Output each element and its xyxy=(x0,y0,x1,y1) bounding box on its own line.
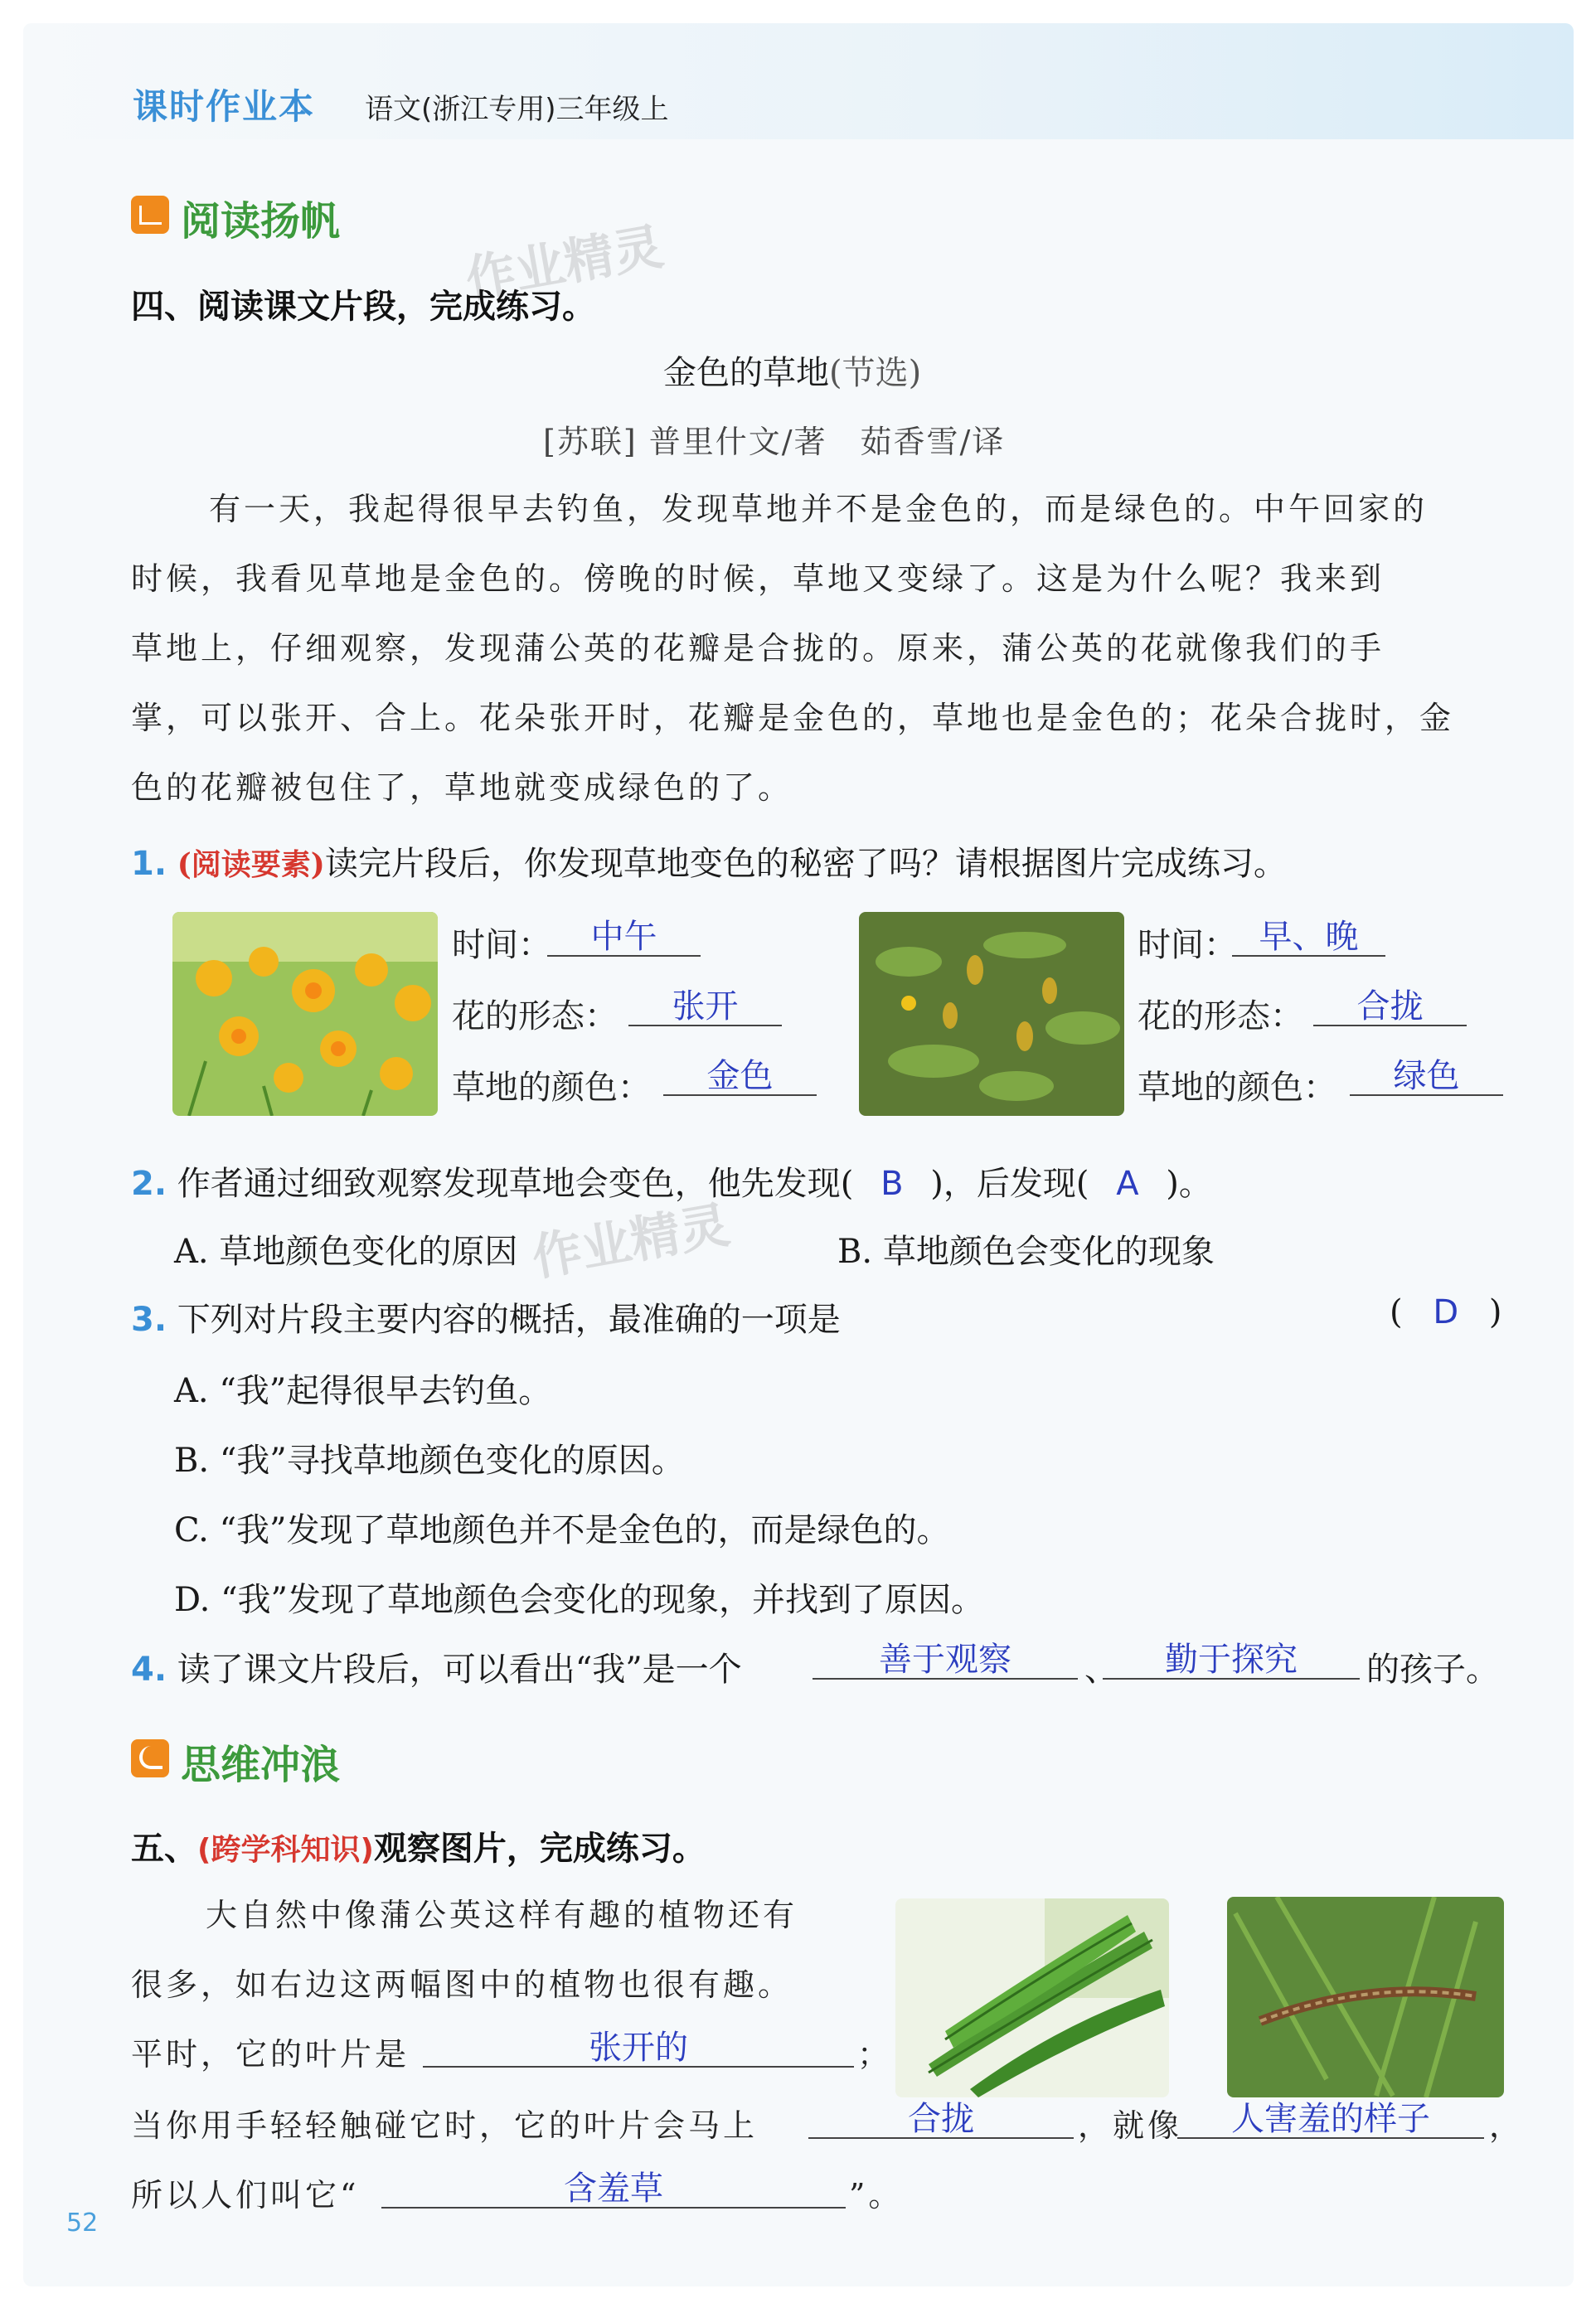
item-4-prompt xyxy=(131,1643,742,1690)
item-2-option-b: B. 草地颜色会变化的现象 xyxy=(837,1233,1215,1271)
q5-line-4-text: 当你用手轻轻触碰它时，它的叶片会马上 xyxy=(131,2107,759,2144)
right-form-answer[interactable]: 合拢 xyxy=(1313,988,1467,1026)
q5-like-answer[interactable]: 人害羞的样子 xyxy=(1177,2101,1484,2139)
item-1-tag: (阅读要素) xyxy=(177,847,325,882)
item-4-answer-2[interactable]: 勤于探究 xyxy=(1103,1641,1360,1680)
item-3-option-b: B. “我”寻找草地颜色变化的原因。 xyxy=(174,1442,685,1480)
thinking-section-icon xyxy=(131,1739,169,1777)
item-2-answer-2[interactable]: A xyxy=(1116,1165,1139,1203)
question-4-heading: 四、阅读课文片段，完成练习。 xyxy=(131,288,595,326)
right-color-label: 草地的颜色： xyxy=(1138,1069,1336,1107)
photo-mimosa-leaf-open xyxy=(895,1898,1169,2097)
section-title-reading: 阅读扬帆 xyxy=(181,198,341,245)
right-color-answer[interactable]: 绿色 xyxy=(1350,1058,1503,1096)
q5-line-5-end: ”。 xyxy=(849,2177,904,2213)
item-2-text-b: )，后发现( xyxy=(930,1165,1089,1203)
question-5-number: 五、 xyxy=(131,1830,197,1868)
passage-title-note: (节选) xyxy=(829,354,922,392)
item-2-answer-1[interactable]: B xyxy=(880,1165,904,1203)
item-3-prompt xyxy=(131,1293,841,1341)
photo-dandelions-open xyxy=(172,912,438,1116)
item-4-number: 4. xyxy=(131,1651,167,1689)
item-4-separator: 、 xyxy=(1084,1651,1118,1689)
item-2-text-c: )。 xyxy=(1166,1165,1212,1203)
item-3-paren-open: ( xyxy=(1390,1293,1403,1331)
q5-line-4-end: ， xyxy=(1489,2107,1525,2144)
right-form-label: 花的形态： xyxy=(1138,997,1303,1035)
q5-line-2: 很多，如右边这两幅图中的植物也很有趣。 xyxy=(131,1966,793,2003)
right-time-label: 时间： xyxy=(1138,926,1237,964)
item-1-text: 读完片段后，你发现草地变色的秘密了吗？请根据图片完成练习。 xyxy=(324,845,1287,883)
left-color-answer[interactable]: 金色 xyxy=(663,1058,817,1096)
watermark-2: 作业精灵 xyxy=(527,1195,735,1288)
passage-line-5: 色的花瓣被包住了，草地就变成绿色的了。 xyxy=(131,769,793,806)
item-3-option-a: A. “我”起得很早去钓鱼。 xyxy=(174,1372,552,1410)
left-form-answer[interactable]: 张开 xyxy=(628,988,782,1026)
item-3-paren-close: ) xyxy=(1488,1293,1502,1331)
left-form-label: 花的形态： xyxy=(452,997,618,1035)
passage-title-block xyxy=(663,347,921,394)
passage-line-2: 时候，我看见草地是金色的。傍晚的时候，草地又变绿了。这是为什么呢？我来到 xyxy=(131,560,1385,597)
item-3-number: 3. xyxy=(131,1301,167,1339)
item-3-answer-box xyxy=(1390,1293,1501,1331)
right-time-answer[interactable]: 早、晚 xyxy=(1232,919,1385,957)
item-2-text-a: 作者通过细致观察发现草地会变色，他先发现( xyxy=(177,1165,854,1203)
photo-dandelions-closed xyxy=(859,912,1124,1116)
q5-leaf-answer[interactable]: 张开的 xyxy=(423,2029,854,2068)
question-5-heading xyxy=(131,1822,706,1869)
q5-name-answer[interactable]: 含羞草 xyxy=(381,2170,846,2209)
passage-line-3: 草地上，仔细观察，发现蒲公英的花瓣是合拢的。原来，蒲公英的花就像我们的手 xyxy=(131,630,1385,667)
passage-title: 金色的草地 xyxy=(663,354,829,392)
item-4-answer-1[interactable]: 善于观察 xyxy=(813,1641,1078,1680)
passage-line-1: 有一天，我起得很早去钓鱼，发现草地并不是金色的，而是绿色的。中午回家的 xyxy=(209,491,1429,527)
left-time-answer[interactable]: 中午 xyxy=(547,919,701,957)
item-1-number: 1. xyxy=(131,845,167,883)
question-5-title: 观察图片，完成练习。 xyxy=(373,1830,706,1868)
item-2-option-a: A. 草地颜色变化的原因 xyxy=(174,1233,518,1271)
author-line: [苏联] 普里什文/著 茹香雪/译 xyxy=(543,424,1006,460)
q5-line-3-end: ； xyxy=(857,2036,893,2073)
q5-line-4-mid: ，就像 xyxy=(1078,2107,1183,2144)
item-4-text-a: 读了课文片段后，可以看出“我”是一个 xyxy=(177,1651,742,1689)
q5-line-5-text: 所以人们叫它“ xyxy=(131,2177,360,2213)
item-4-text-b: 的孩子。 xyxy=(1366,1651,1499,1689)
book-title: 课时作业本 xyxy=(133,86,316,127)
item-3-text: 下列对片段主要内容的概括，最准确的一项是 xyxy=(177,1301,841,1339)
left-color-label: 草地的颜色： xyxy=(452,1069,651,1107)
item-1-prompt xyxy=(131,837,1287,885)
item-3-option-c: C. “我”发现了草地颜色并不是金色的，而是绿色的。 xyxy=(174,1511,950,1549)
section-title-thinking: 思维冲浪 xyxy=(181,1742,341,1788)
q5-close-answer[interactable]: 合拢 xyxy=(808,2101,1074,2139)
photo-mimosa-leaf-closed xyxy=(1227,1897,1504,2097)
item-2-number: 2. xyxy=(131,1165,167,1203)
page-number: 52 xyxy=(66,2209,99,2238)
question-5-tag: (跨学科知识) xyxy=(197,1833,374,1867)
reading-section-icon xyxy=(131,196,169,234)
passage-line-4: 掌，可以张开、合上。花朵张开时，花瓣是金色的，草地也是金色的；花朵合拢时，金 xyxy=(131,700,1455,736)
q5-line-1: 大自然中像蒲公英这样有趣的植物还有 xyxy=(206,1897,798,1933)
watermark: 作业精灵 xyxy=(461,217,668,310)
book-subtitle: 语文(浙江专用)三年级上 xyxy=(365,93,669,126)
item-3-option-d: D. “我”发现了草地颜色会变化的现象，并找到了原因。 xyxy=(174,1581,984,1619)
left-time-label: 时间： xyxy=(452,926,551,964)
item-3-answer[interactable]: D xyxy=(1433,1293,1459,1331)
q5-line-3-text: 平时，它的叶片是 xyxy=(131,2036,410,2073)
